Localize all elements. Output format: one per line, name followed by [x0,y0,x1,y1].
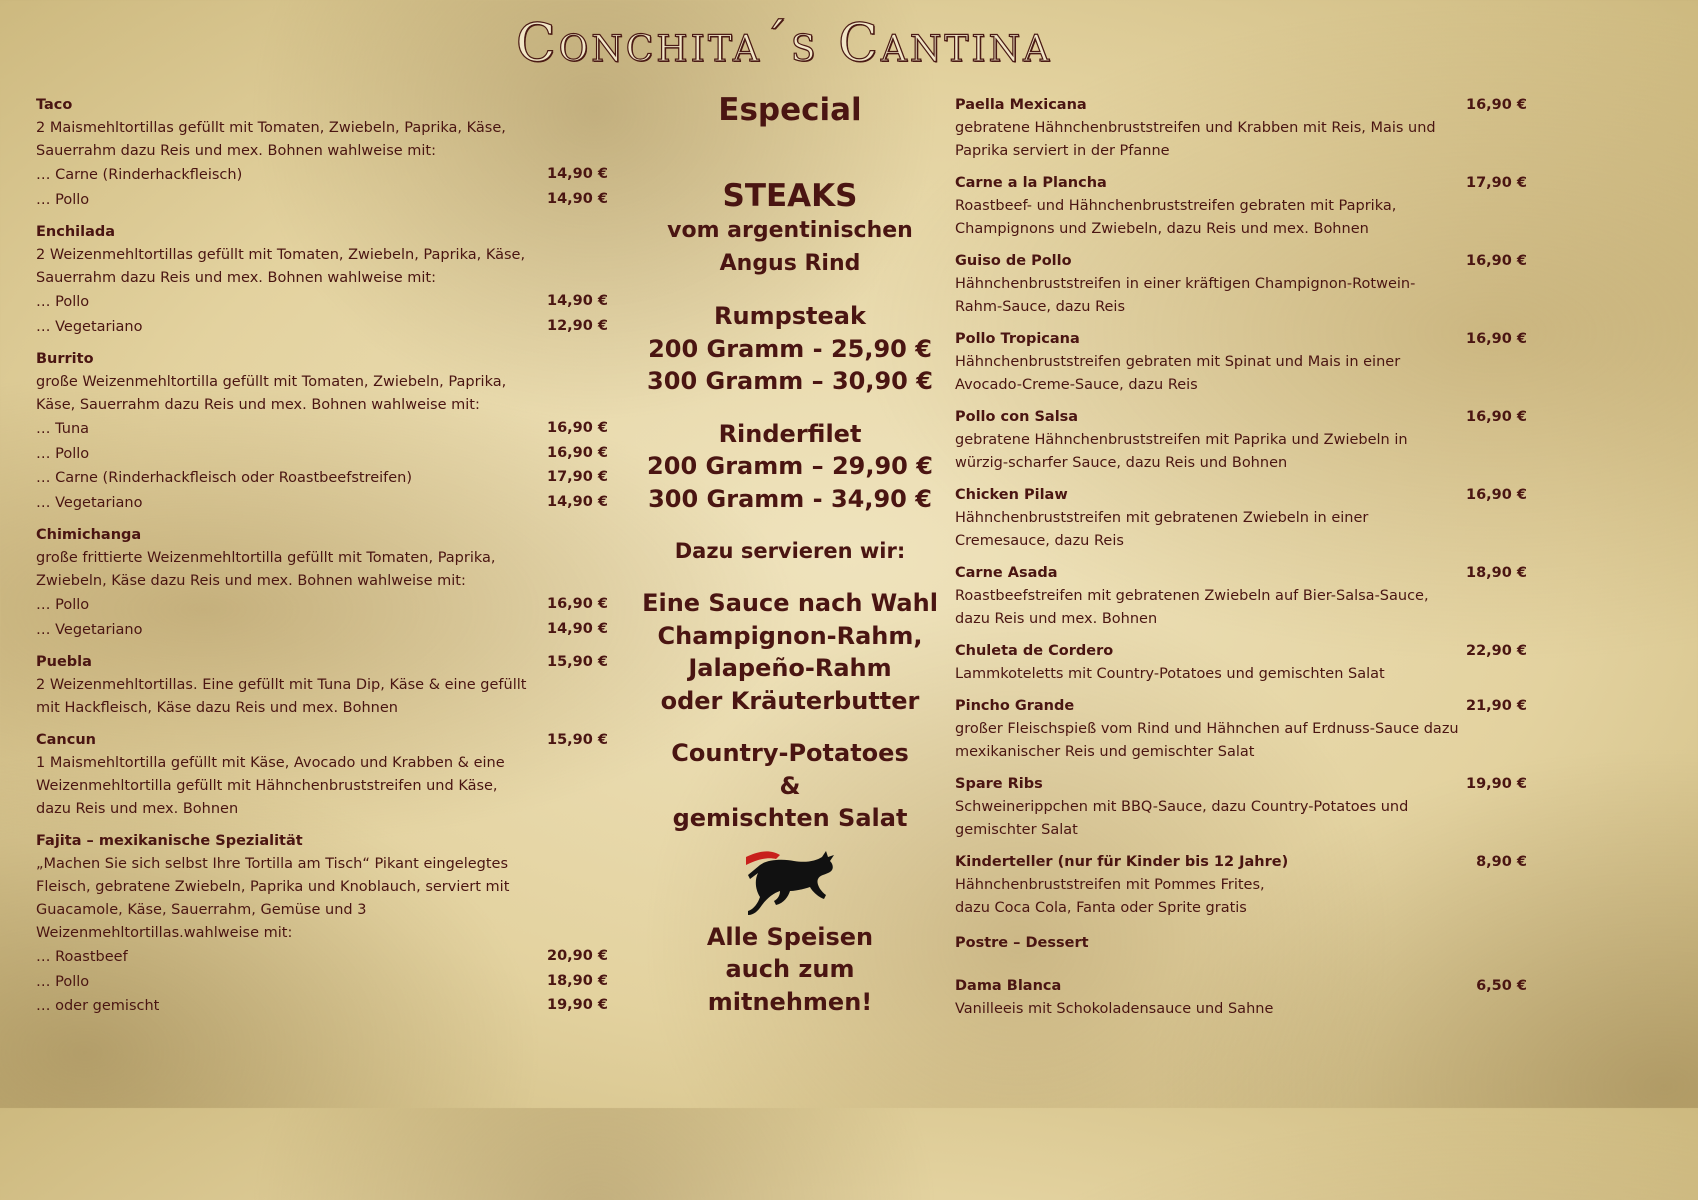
sides-intro: Dazu servieren wir: [674,539,906,563]
dish-price: 22,90 € [1465,643,1527,659]
dish-price: 21,90 € [1465,698,1527,714]
dish-option [36,163,614,188]
option-label: … Tuna [36,421,90,437]
dish-pollo-tropicana [955,328,1533,397]
dish-price: 15,90 € [546,732,608,748]
side-potatoes: Country-Potatoes [671,739,909,767]
option-price: 14,90 € [546,493,608,510]
dish-description: große Weizenmehltortilla gefüllt mit Tomaten, Zwiebeln, Paprika, Käse, Sauerrahm dazu Reis und mex. Bohnen wahlweise mit: [36,374,507,413]
dish-fajita [36,830,614,1019]
dish-pincho-grande [955,695,1533,764]
dish-description: große frittierte Weizenmehltortilla gefüllt mit Tomaten, Paprika, Zwiebeln, Käse dazu Reis und mex. Bohnen wahlweise mit: [36,550,496,589]
dish-description: 2 Weizenmehltortillas. Eine gefüllt mit Tuna Dip, Käse & eine gefüllt mit Hackfleisch, Käse dazu Reis und mex. Bohnen [36,677,527,716]
dish-price: 16,90 € [1465,409,1527,425]
dish-name: Guiso de Pollo [955,253,1072,269]
steaks-subtitle-line2: Angus Rind [719,251,861,276]
dish-name: Puebla [36,654,92,670]
rumpsteak-heading: Rumpsteak [714,302,866,330]
dish-name: Pincho Grande [955,698,1075,714]
specials-column [640,90,940,1018]
dish-enchilada [36,221,614,339]
dish-price: 17,90 € [1465,175,1527,191]
dish-price: 16,90 € [1465,253,1527,269]
dish-price: 8,90 € [1476,854,1527,870]
takeaway-line2: auch zum mitnehmen! [707,955,873,1016]
dish-pollo-con-salsa [955,406,1533,475]
dish-name: Carne a la Plancha [955,175,1107,191]
rinderfilet-300g-price: 300 Gramm - 34,90 € [648,484,932,513]
dish-description: Roastbeefstreifen mit gebratenen Zwiebeln auf Bier-Salsa-Sauce, dazu Reis und mex. Bohnen [955,588,1429,627]
dish-price: 16,90 € [1465,331,1527,347]
dish-kinderteller [955,851,1533,920]
dish-option [36,315,614,340]
dish-option [36,618,614,643]
rinderfilet-200g-price: 200 Gramm – 29,90 € [647,452,933,480]
dish-description: Hähnchenbruststreifen in einer kräftigen Champignon-Rotwein-Rahm-Sauce, dazu Reis [955,276,1416,315]
dish-option [36,970,614,995]
dish-puebla [36,651,614,720]
dish-name: Chuleta de Cordero [955,643,1114,659]
dish-dama-blanca [955,975,1533,1021]
option-label: … Pollo [36,597,90,613]
option-price: 16,90 € [546,420,608,436]
option-label: … Pollo [36,294,90,310]
dish-name: Burrito [36,351,94,367]
option-price: 16,90 € [546,596,608,612]
rumpsteak-200g-price: 200 Gramm - 25,90 € [648,334,932,363]
dish-carne-asada [955,562,1533,631]
dish-name: Cancun [36,732,96,748]
dish-description: großer Fleischspieß vom Rind und Hähnchen auf Erdnuss-Sauce dazu mexikanischer Reis und gemischter Salat [955,721,1459,760]
dish-spare-ribs [955,773,1533,842]
option-price: 19,90 € [546,997,608,1013]
especial-heading: Especial [718,92,862,128]
dish-description: Vanilleeis mit Schokoladensauce und Sahne [955,1001,1274,1017]
dish-name: Pollo con Salsa [955,409,1079,425]
dish-description: „Machen Sie sich selbst Ihre Tortilla am Tisch“ Pikant eingelegtes Fleisch, gebratene Zwiebeln, Paprika und Knoblauch, serviert mit Guacamole, Käse, Sauerrahm, Gemüse und 3 Weizenmehltortillas.wahlweise mit: [36,856,510,941]
dish-option [36,466,614,491]
dish-name: Carne Asada [955,565,1058,581]
option-price: 18,90 € [546,972,608,989]
dish-description: Roastbeef- und Hähnchenbruststreifen gebraten mit Paprika, Champignons und Zwiebeln, dazu Reis und mex. Bohnen [955,198,1397,237]
dish-name: Fajita – mexikanische Spezialität [36,833,303,849]
dish-paella-mexicana [955,94,1533,163]
rumpsteak-300g-price: 300 Gramm – 30,90 € [647,367,933,395]
dish-option [36,491,614,516]
dish-name: Chicken Pilaw [955,487,1068,503]
dish-name: Pollo Tropicana [955,331,1080,347]
sauce-line3: Jalapeño-Rahm [688,654,892,682]
option-label: … Carne (Rinderhackfleisch) [36,167,243,183]
dish-name: Taco [36,97,73,113]
dish-description: Hähnchenbruststreifen gebraten mit Spinat und Mais in einer Avocado-Creme-Sauce, dazu Reis [955,354,1401,393]
dessert-heading: Postre – Dessert [955,935,1089,951]
option-price: 12,90 € [546,317,608,334]
dish-description: 2 Weizenmehltortillas gefüllt mit Tomaten, Zwiebeln, Paprika, Käse, Sauerrahm dazu Reis und mex. Bohnen wahlweise mit: [36,247,526,286]
option-price: 14,90 € [546,620,608,637]
dish-price: 18,90 € [1465,565,1527,581]
dish-option [36,593,614,618]
dish-name: Enchilada [36,224,116,240]
dish-price: 16,90 € [1465,487,1527,503]
dish-description: gebratene Hähnchenbruststreifen mit Paprika und Zwiebeln in würzig-scharfer Sauce, dazu Reis und Bohnen [955,432,1408,471]
right-menu-column [955,94,1533,1030]
restaurant-title: Conchita´s Cantina [515,14,1053,74]
dish-price: 19,90 € [1465,776,1527,792]
option-label: … Pollo [36,445,90,462]
dish-description: Hähnchenbruststreifen mit Pommes Frites, dazu Coca Cola, Fanta oder Sprite gratis [955,877,1265,916]
option-label: … Pollo [36,973,90,990]
dish-description: Hähnchenbruststreifen mit gebratenen Zwiebeln in einer Cremesauce, dazu Reis [955,510,1369,549]
side-salad: gemischten Salat [672,804,908,832]
dish-price: 15,90 € [546,654,608,670]
option-label: … Vegetariano [36,494,143,511]
sauce-line2: Champignon-Rahm, [657,621,923,650]
dish-chuleta-de-cordero [955,640,1533,686]
dish-option [36,290,614,315]
dish-chimichanga [36,524,614,642]
dish-name: Dama Blanca [955,978,1062,994]
dish-cancun [36,729,614,821]
option-label: … Carne (Rinderhackfleisch oder Roastbeefstreifen) [36,470,413,486]
dish-name: Paella Mexicana [955,97,1087,113]
sauce-line4: oder Kräuterbutter [660,686,920,715]
option-label: … Vegetariano [36,621,143,638]
option-price: 14,90 € [546,293,608,309]
dish-burrito [36,348,614,515]
steaks-subtitle-line1: vom argentinischen [667,218,913,243]
dish-description: gebratene Hähnchenbruststreifen und Krabben mit Reis, Mais und Paprika serviert in der Pfanne [955,120,1436,159]
option-price: 16,90 € [546,444,608,461]
takeaway-line1: Alle Speisen [706,922,874,951]
option-label: … Pollo [36,191,90,208]
dish-option [36,188,614,213]
dish-option [36,945,614,970]
side-ampersand: & [779,771,801,800]
dish-description: 1 Maismehltortilla gefüllt mit Käse, Avocado und Krabben & eine Weizenmehltortilla gefüllt mit Hähnchenbruststreifen und Käse, dazu Reis und mex. Bohnen [36,755,505,817]
sauce-line1: Eine Sauce nach Wahl [642,589,938,617]
dish-description: Lammkoteletts mit Country-Potatoes und gemischten Salat [955,666,1385,682]
option-price: 20,90 € [546,948,608,964]
bull-icon [740,845,840,917]
rinderfilet-heading: Rinderfilet [718,419,862,448]
dish-chicken-pilaw [955,484,1533,553]
dish-price: 16,90 € [1465,97,1527,113]
dish-description: Schweinerippchen mit BBQ-Sauce, dazu Country-Potatoes und gemischter Salat [955,799,1409,838]
option-label: … Roastbeef [36,949,128,965]
dish-guiso-de-pollo [955,250,1533,319]
dish-description: 2 Maismehltortillas gefüllt mit Tomaten, Zwiebeln, Paprika, Käse, Sauerrahm dazu Reis und mex. Bohnen wahlweise mit: [36,120,506,159]
left-menu-column [36,94,614,1028]
option-price: 17,90 € [546,469,608,485]
steaks-heading: STEAKS [722,178,858,214]
dish-option [36,417,614,442]
dish-option [36,442,614,467]
dish-option [36,994,614,1019]
dish-price: 6,50 € [1476,978,1527,994]
dish-taco [36,94,614,212]
dish-name: Chimichanga [36,527,142,543]
dish-name: Kinderteller (nur für Kinder bis 12 Jahre) [955,854,1289,870]
dish-carne-a-la-plancha [955,172,1533,241]
option-price: 14,90 € [546,166,608,182]
dish-name: Spare Ribs [955,776,1043,792]
option-label: … Vegetariano [36,318,143,335]
option-price: 14,90 € [546,190,608,207]
option-label: … oder gemischt [36,998,160,1014]
